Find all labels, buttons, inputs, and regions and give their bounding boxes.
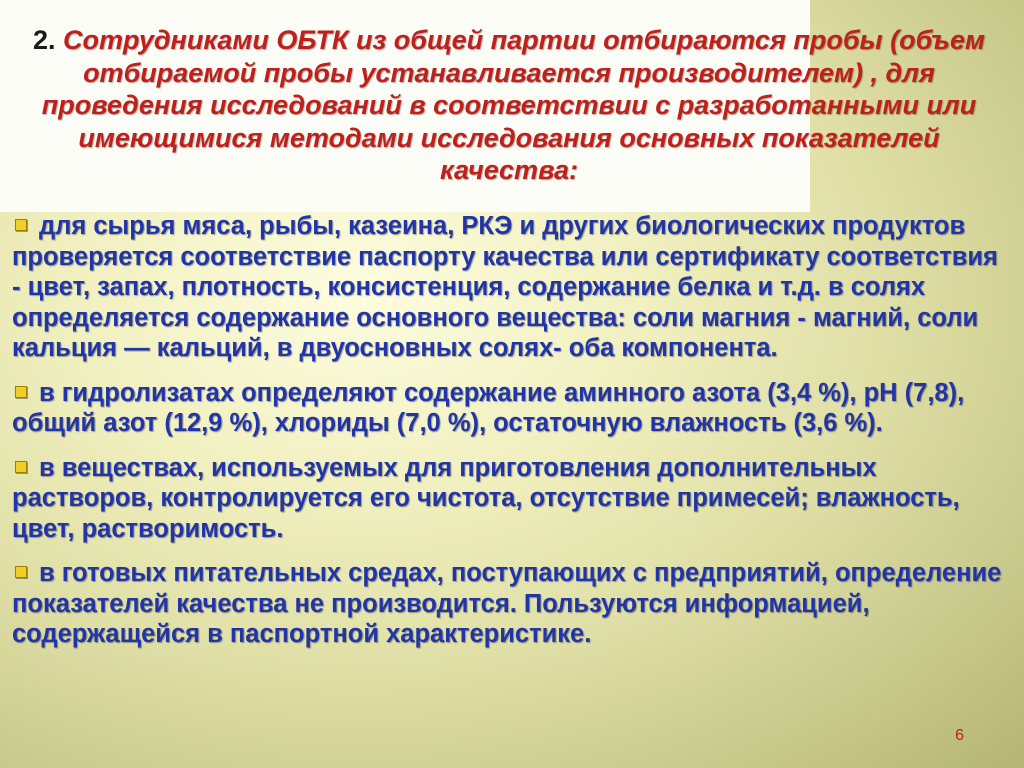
bullet-text: в веществах, используемых для приготовления дополнительных растворов, контролируется его чистота, отсутствие примесей; влажность, цвет, растворимость. <box>12 453 960 543</box>
heading-text: Сотрудниками ОБТК из общей партии отбираются пробы (объем отбираемой пробы устанавливается производителем) , для проведения исследований в соответствии с разработанными или имеющимися методами исследования основных показателей качества: <box>41 25 986 185</box>
slide-heading <box>14 24 1004 187</box>
bullet-item-nutrient-media <box>12 558 1012 650</box>
bullet-text: в готовых питательных средах, поступающих с предприятий, определение показателей качества не производится. Пользуются информацией, содержащейся в паспортной характеристике. <box>12 559 1002 648</box>
square-bullet-icon <box>15 566 27 578</box>
heading-number: 2. <box>32 25 56 55</box>
page-number: 6 <box>955 727 964 744</box>
bullet-item-raw-materials <box>12 211 1012 364</box>
square-bullet-icon <box>15 386 27 398</box>
bullet-text: для сырья мяса, рыбы, казеина, РКЭ и других биологических продуктов проверяется соответствие паспорту качества или сертификату соответствия - цвет, запах, плотность, консистенция, содержание белка и т.д. в солях определяется содержание основного вещества: соли магния - магний, соли кальция — кальций, в двуосновных солях- оба компонента. <box>12 212 998 362</box>
bullet-item-substances <box>12 453 1012 545</box>
square-bullet-icon <box>15 219 27 231</box>
square-bullet-icon <box>15 461 27 473</box>
bullet-list <box>12 211 1012 664</box>
bullet-text: в гидролизатах определяют содержание аминного азота (3,4 %), рН (7,8), общий азот (12,9 %), хлориды (7,0 %), остаточную влажность (3,6 %). <box>12 378 965 437</box>
bullet-item-hydrolysates <box>12 378 1012 439</box>
